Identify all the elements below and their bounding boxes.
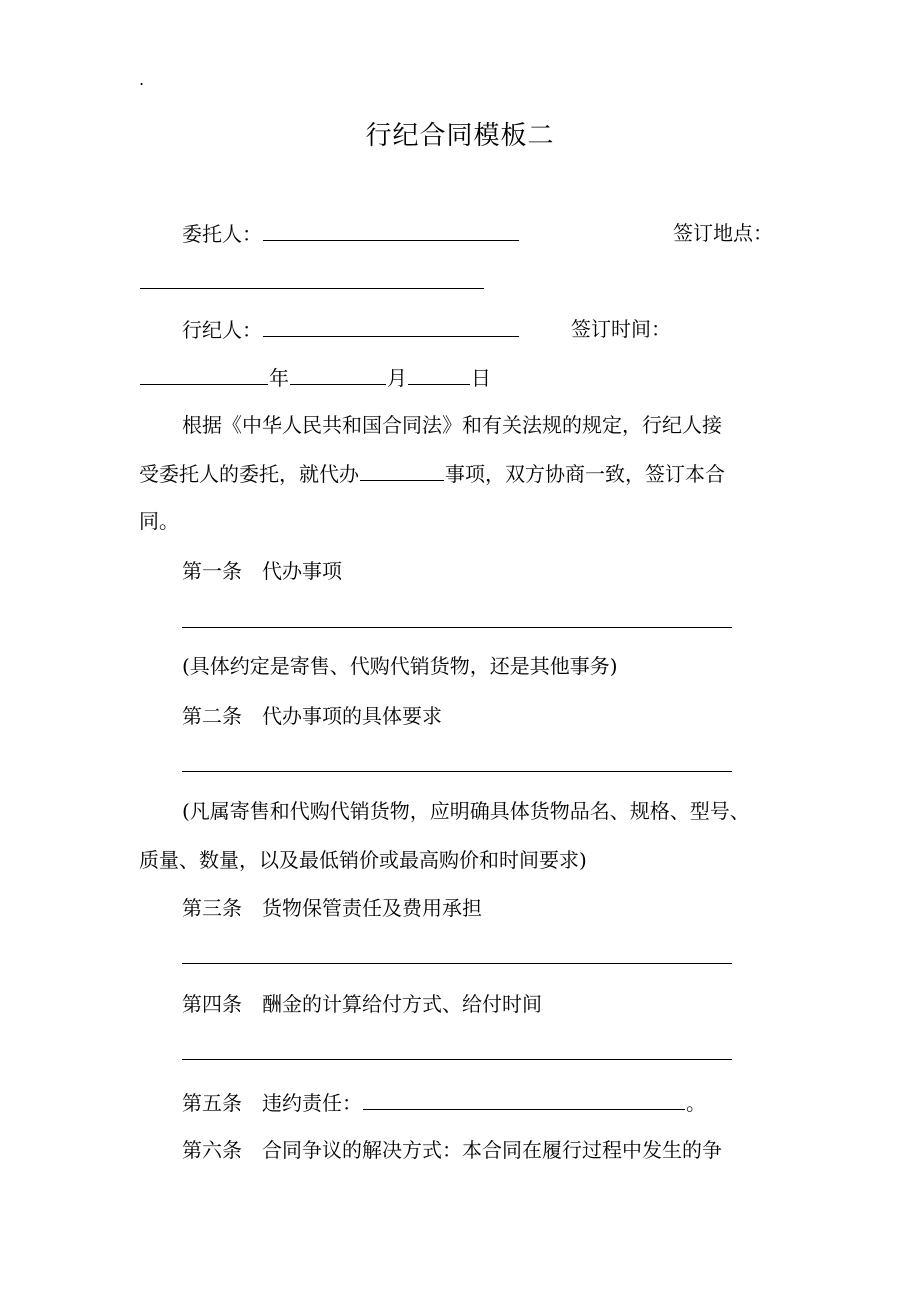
intro-paragraph-line-2: [139, 458, 725, 489]
intro-paragraph-line-3: 同。: [139, 509, 179, 533]
page-dot: .: [139, 70, 145, 89]
principal-blank[interactable]: [263, 218, 519, 241]
article-2-blank[interactable]: [182, 771, 732, 772]
day-label: 日: [471, 366, 491, 390]
sign-time-line: [571, 314, 671, 344]
article-5-title: 第五条 违约责任：: [182, 1091, 362, 1115]
article-5-end: 。: [686, 1091, 706, 1115]
article-1-blank[interactable]: [182, 627, 732, 628]
principal-line: [182, 218, 520, 249]
broker-label: 行纪人：: [182, 318, 262, 342]
article-3-blank[interactable]: [182, 963, 732, 964]
day-blank[interactable]: [408, 362, 470, 385]
article-5-line: [182, 1087, 706, 1118]
intro-paragraph-line-1: 根据《中华人民共和国合同法》和有关法规的规定，行纪人接: [182, 413, 722, 437]
year-blank[interactable]: [140, 362, 268, 385]
principal-label: 委托人：: [182, 222, 262, 246]
month-blank[interactable]: [290, 362, 386, 385]
article-6-line: 第六条 合同争议的解决方式：本合同在履行过程中发生的争: [182, 1138, 722, 1162]
sign-place-value-line: [139, 266, 485, 297]
sign-place-label: 签订地点：: [673, 221, 773, 245]
document-title: 行纪合同模板二: [365, 121, 555, 151]
article-1-note: (具体约定是寄售、代购代销货物，还是其他事务): [182, 654, 618, 678]
article-3-title: 第三条 货物保管责任及费用承担: [182, 896, 482, 920]
broker-blank[interactable]: [263, 314, 519, 337]
intro-text-b: 事项，双方协商一致，签订本合: [445, 462, 725, 486]
date-line: [139, 362, 491, 393]
year-label: 年: [269, 366, 289, 390]
sign-place-line: [673, 218, 773, 248]
sign-time-label: 签订时间：: [571, 317, 671, 341]
article-2-note-line-1: (凡属寄售和代购代销货物，应明确具体货物品名、规格、型号、: [182, 799, 750, 823]
broker-line: [182, 314, 520, 345]
sign-place-blank[interactable]: [140, 266, 484, 289]
matter-blank[interactable]: [360, 458, 444, 481]
article-4-title: 第四条 酬金的计算给付方式、给付时间: [182, 992, 542, 1016]
intro-text-a: 受委托人的委托，就代办: [139, 462, 359, 486]
article-1-title: 第一条 代办事项: [182, 559, 342, 583]
article-2-title: 第二条 代办事项的具体要求: [182, 704, 442, 728]
article-2-note-line-2: 质量、数量，以及最低销价或最高购价和时间要求): [139, 848, 587, 872]
article-4-blank[interactable]: [182, 1059, 732, 1060]
article-5-blank[interactable]: [363, 1087, 685, 1110]
month-label: 月: [387, 366, 407, 390]
